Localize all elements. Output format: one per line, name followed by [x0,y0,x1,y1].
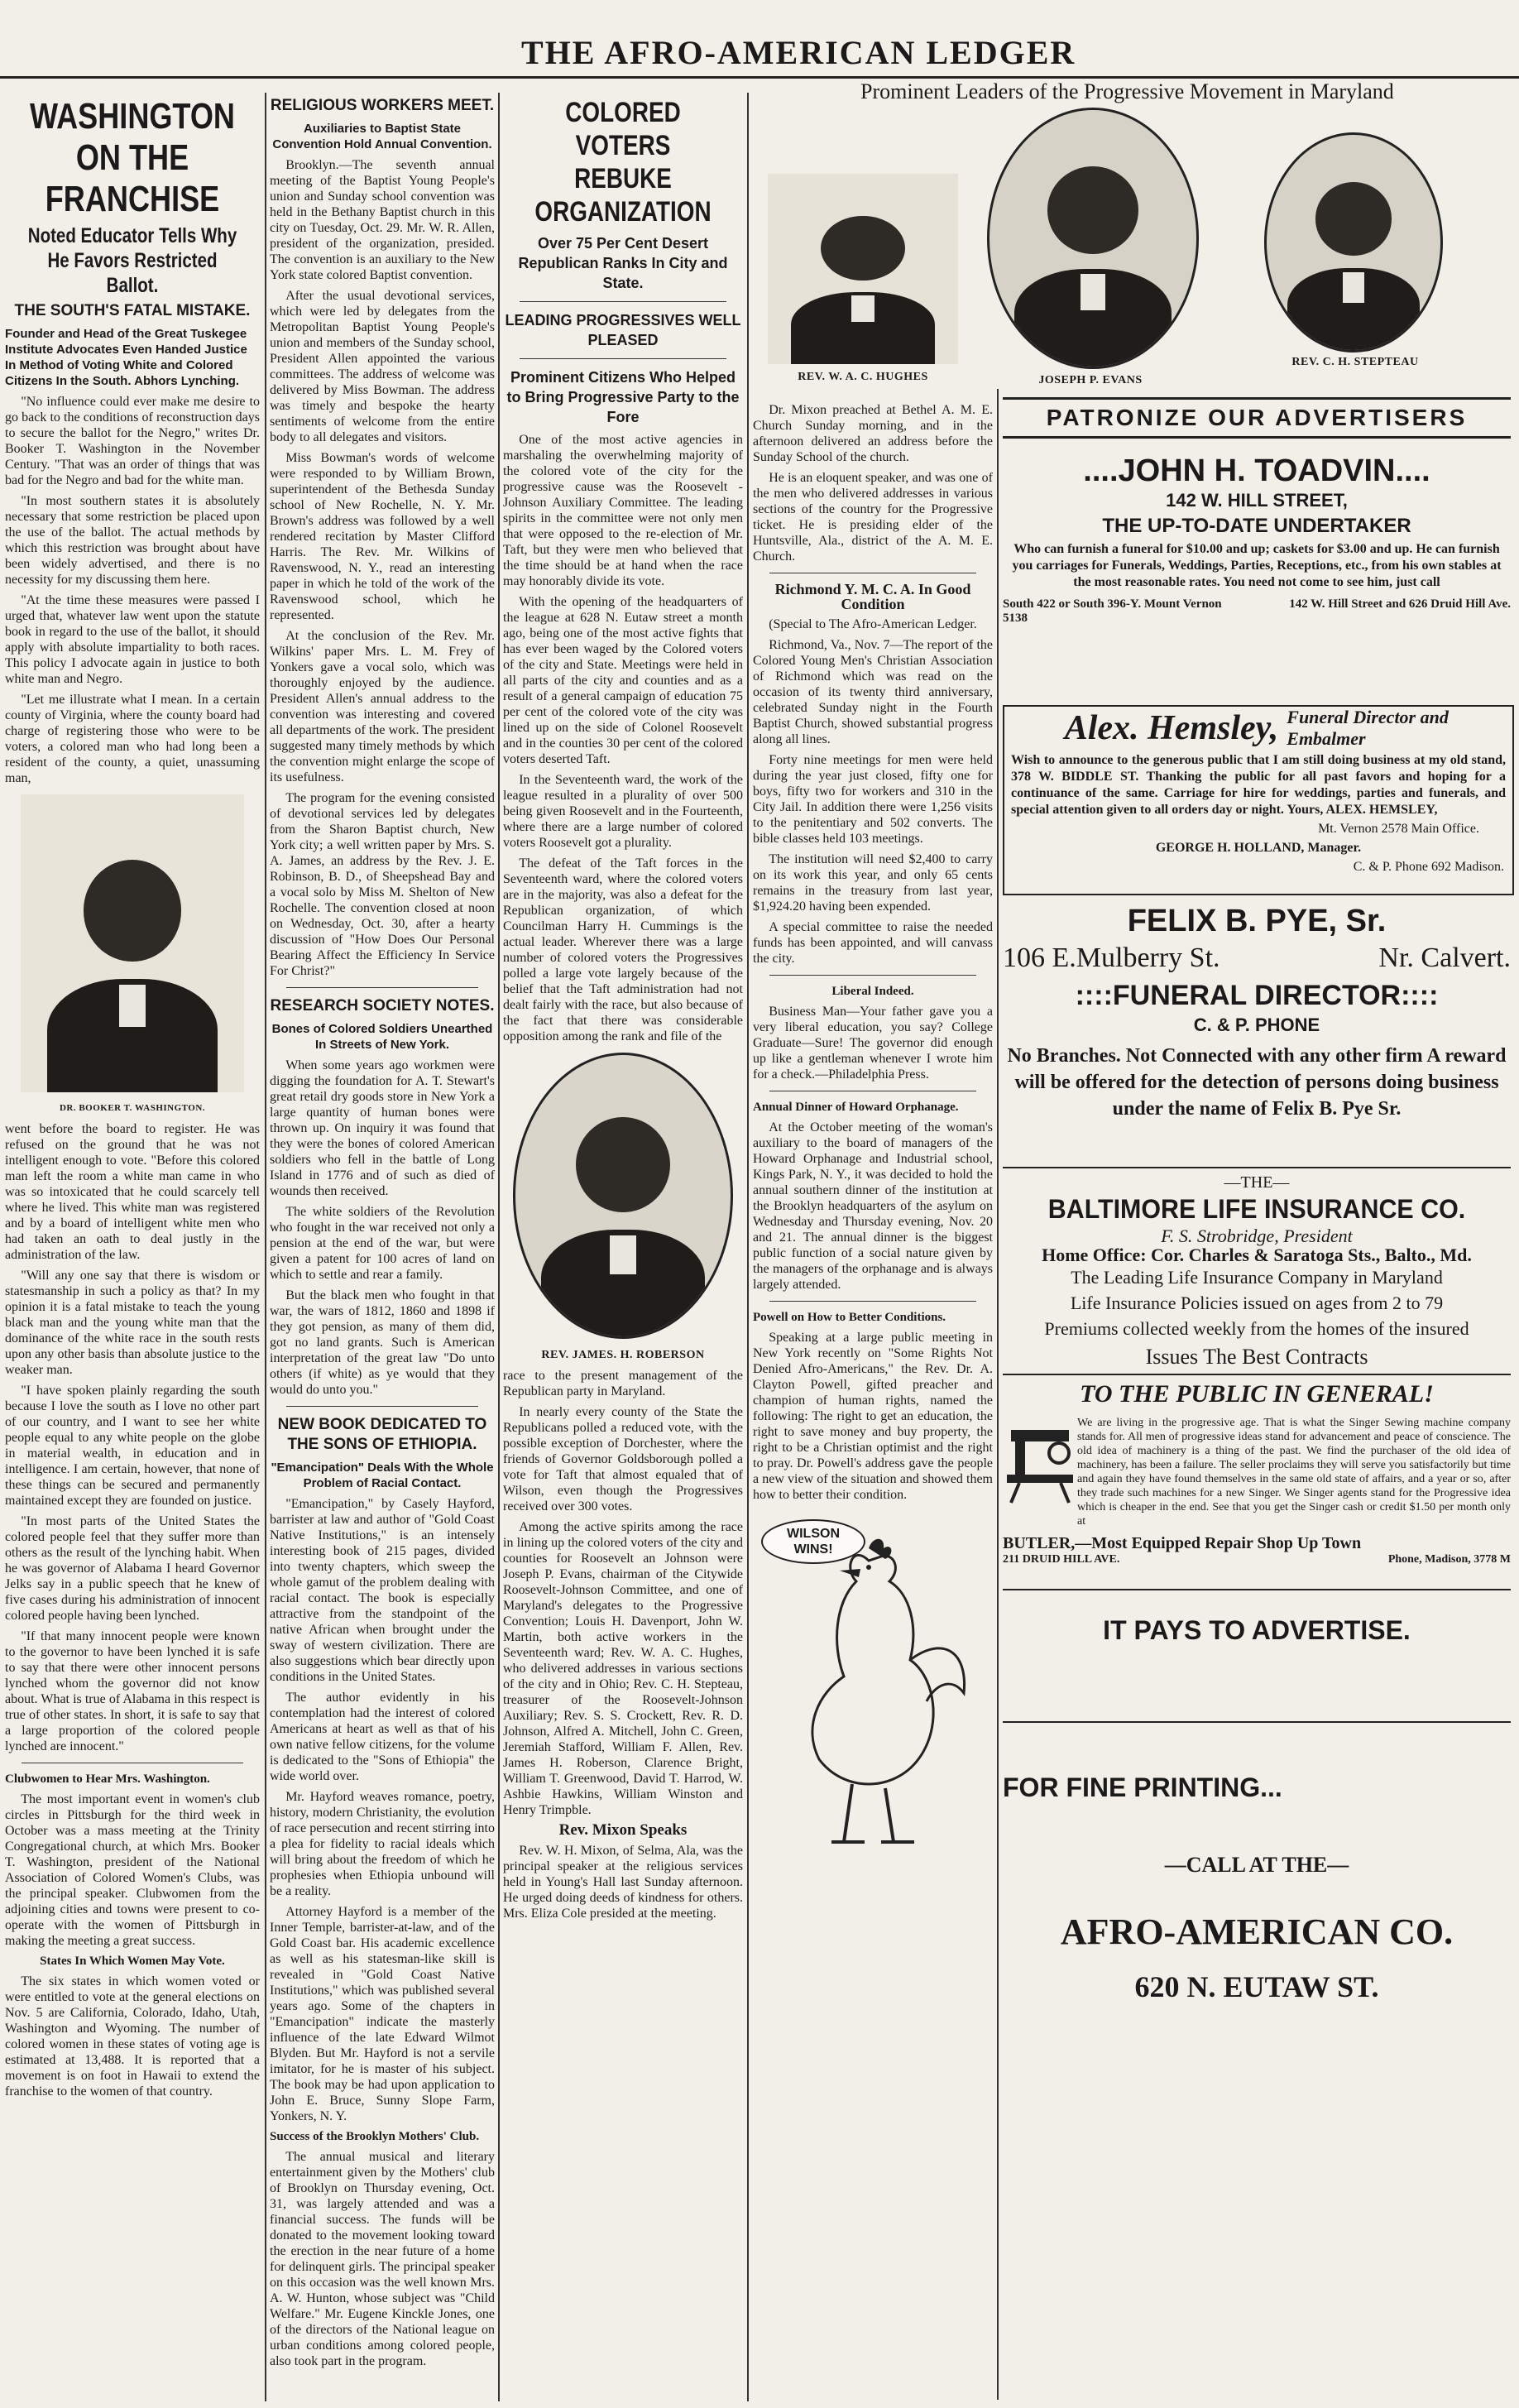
article-paragraph: Miss Bowman's words of welcome were responded to by William Brown, superintendent of the Bethesda Sunday school of New Rochelle, N. Y. Mr. Brown's address was followed by a well rendered recitation by Master Clifford Harris. The Rev. Mr. Wilkins of Ravenswood, N. Y., read an interesting paper in which he told of the work of the Ravenswood school, which he represented. [270,451,495,622]
deck-baptist: Auxiliaries to Baptist State Convention Hold Annual Convention. [272,122,492,151]
stepteau-portrait [1264,132,1443,353]
article-paragraph: The annual musical and literary entertainment given by the Mothers' club of Brooklyn on Thursday evening, Oct. 31, was largely attended and was a financial success. The funds will be donated to the movement looking toward the erection in the near future of a home for delinquent girls. The principal speaker on this occasion was the well known Mrs. A. W. Hunton, whose subject was "Child Welfare." Mr. Eugene Kinckle Jones, one of the directors of the National league on urban conditions among colored people, also took part in the program. [270,2150,495,2368]
butler-body: We are living in the progressive age. That is what the Singer Sewing machine company stands for. All men of progressive ideas stand for advancement and peace of conscience. The old idea of machinery is a thing of the past. We find the purchaser of the old idea of machinery, has been a failure. The seller proclaims they will serve you satisfactorily but time and again they have found themselves in the same old state of affairs, and a year or so, after they trade such machines for a new Singer. We Singer agents stand for the Progressive idea which is cheaper in the end. See that you get the Singer cash or credit $1.50 per month only at [1077,1417,1511,1528]
article-paragraph: Rev. W. H. Mixon, of Selma, Ala, was the principal speaker at the religious services held in Young's Hall last Sunday afternoon. He urged doing deeds of kindness for others. Mrs. Eliza Cole presided at the meeting. [503,1844,743,1921]
afro-printing-ad [1003,1721,1511,2352]
article-paragraph: A special committee to raise the needed funds has been appointed, and will canvass the city. [753,920,993,966]
article-paragraph: With the opening of the headquarters of the league at 628 N. Eutaw street a month ago, being one of the most active fights that has ever been waged by the Colored voters of the city and State. Meetings were held in all parts of the city and counties and as a result of a general campaign of education 75 per cent of the colored vote of the city was lined up on the side of Colonel Roosevelt and in the counties 30 per cent of the colored voters deserted Taft. [503,595,743,766]
headline-colored-voters: COLORED VOTERS REBUKE ORGANIZATION [534,97,712,228]
subhead-powell: Powell on How to Better Conditions. [753,1311,946,1324]
portrait-face [84,860,182,961]
hemsley-office: Mt. Vernon 2578 Main Office. [1318,822,1479,836]
article-paragraph: "I have spoken plainly regarding the south because I love the south as I love no other part of our country, and I want to see her white people equal to any white people on the globe in material wealth, in education and in intelligence. I am certain, however, that none of these things can be secured and permanently maintained except they are founded on justice. [5,1384,260,1508]
article-paragraph: "Let me illustrate what I mean. In a certain county of Virginia, where the county board had charge of registering those who were to be voters, a colored man who had long been a resident of the county, a quiet, unassuming man, [5,693,260,785]
blic-line1: The Leading Life Insurance Company in Maryland [1071,1267,1443,1288]
article-paragraph: Mr. Hayford weaves romance, poetry, history, modern Christianity, the evolution of race persecution and recent stirring into a plea for fidelity to racial ideals which will bring about the freedom of which he prophesies when Ethiopia unbound will be a reality. [270,1790,495,1898]
pye-cross-street: Nr. Calvert. [1378,943,1511,973]
article-paragraph: "If that many innocent people were known to the governor to have been lynched it is safe to say that there were other innocent persons lynched whom the governor did not know about. What is true of Alabama in this respect is true of other states. In short, it is safe to say that a large proportion of the colored people lynched are innocent." [5,1629,260,1753]
hemsley-name: Alex. Hemsley, [1064,709,1279,747]
patronize-banner [1003,397,1511,447]
blic-the: —THE— [1224,1173,1290,1192]
article-paragraph: Speaking at a large public meeting in New York recently on "Some Rights Not Denied Afro-Americans," the Rev. Dr. A. Clayton Powell, gifted preacher and champion of human rights, named the following: The right to get an education, the right to save money and buy property, the right to be a Christian optimist and the right to pray. Dr. Powell's address gave the people a new view of the situation and showed them how to better their condition. [753,1331,993,1502]
sewing-machine-icon [1003,1413,1077,1504]
printing-text: FOR FINE PRINTING... [1003,1772,1282,1802]
pye-address: 106 E.Mulberry St. [1003,943,1220,973]
butler-phone: Phone, Madison, 3778 M [1387,1553,1511,1566]
article-separator [520,301,726,302]
article-paragraph: One of the most active agencies in marshaling the overwhelming majority of the colored vote of the city for the progressive cause was the Roosevelt - Johnson Auxiliary Committee. The leading spirits in the committee were not only men that were opposed to the re-election of Mr. Taft, but they were men who believed that the time should be at hand when the race may honorably divide its vote. [503,433,743,588]
pye-body: No Branches. Not Connected with any other firm A reward will be offered for the detection of persons doing business under the name of Felix B. Pye Sr. [1007,1045,1507,1120]
blic-line4: Issues The Best Contracts [1145,1345,1368,1367]
hemsley-tagline: Funeral Director and Embalmer [1287,707,1449,749]
toadvin-body: Who can furnish a funeral for $10.00 and up; caskets for $3.00 and up. He can furnish you carriages for Funerals, Weddings, Parties, Receptions, etc., from his own stables at the most reasonable rates. You need not come to see him, just call [1012,542,1502,589]
washington-caption: DR. BOOKER T. WASHINGTON. [59,1103,206,1113]
portrait-collar [851,295,875,322]
masthead [0,28,1519,79]
column-rule [997,389,999,2400]
deck-emancipation: "Emancipation" Deals With the Whole Problem of Racial Contact. [271,1461,494,1490]
pye-phone: C. & P. PHONE [1193,1015,1320,1035]
article-paragraph: The institution will need $2,400 to carry on its work this year, and only 65 cents remains in the treasury from last year, $1,924.20 having been expended. [753,852,993,914]
stepteau-caption: REV. C. H. STEPTEAU [1291,356,1419,368]
article-paragraph: But the black men who fought in that war, the wars of 1812, 1860 and 1898 if they got pension, as many of them did, got no land grants. Such is American interpretation of the great law "Do unto others (if white) as ye would that they would do unto you." [270,1288,495,1397]
article-separator [769,975,976,976]
article-paragraph: In the Seventeenth ward, the work of the league resulted in a plurality of over 500 being given Roosevelt and in the Fourteenth, where there are a large number of colored voters Roosevelt got a plurality. [503,773,743,850]
hemsley-manager: GEORGE H. HOLLAND, Manager. [1155,841,1362,855]
butler-address: 211 DRUID HILL AVE. [1003,1553,1120,1566]
speech-bubble: WILSON WINS! [761,1519,865,1564]
photo-banner-title: Prominent Leaders of the Progressive Movement in Maryland [860,79,1394,103]
portrait-collar [1343,272,1363,302]
butler-name: BUTLER,—Most Equipped Repair Shop Up Town [1003,1534,1362,1552]
column-rule [498,93,500,2401]
pays-to-advertise [1003,1589,1511,1706]
subhead-howard-orphanage: Annual Dinner of Howard Orphanage. [753,1101,959,1114]
article-paragraph: Attorney Hayford is a member of the Inner Temple, barrister-at-law, and of the Gold Coast bar. His academic excellence as well as his statesman-like skill is revealed in "Gold Coast Native Institutions," which was published several years ago. Some of the chapters in "Emancipation" indicate the masterly influence of the late Edward Wilmot Blyden. But Mr. Hayford is not a servile imitator, for he is master of his subject. The book may be had upon application to John E. Bruce, Sunny Slope Farm, Yonkers, N. Y. [270,1905,495,2123]
article-paragraph: "In most parts of the United States the colored people feel that they suffer more than others as the result of the lynching habit. When he was governor of Alabama I heard Governor Jelks say in a public speech that he knew of five cases during his administration of innocent colored people having been lynched. [5,1514,260,1623]
portrait-collar [1081,274,1105,309]
deck-tuskegee: Founder and Head of the Great Tuskegee Institute Advocates Even Handed Justice In Method of Voting White and Colored Citizens In the South. Abhors Lynching. [5,327,247,388]
article-paragraph: Among the active spirits among the race in lining up the colored voters of the city and counties for Roosevelt an Johnson were Joseph P. Evans, chairman of the Citywide Roosevelt-Johnson Committee, and one of Maryland's delegates to the Progressive Convention; Louis H. Davenport, John W. Martin, both active workers in the Seventeenth ward; Rev. W. A. C. Hughes, who delivered addresses in various sections of the city and in Ohio; Rev. C. H. Stepteau, treasurer of the Roosevelt-Johnson Auxiliary; Rev. S. S. Crockett, Rev. R. D. Johnson, Alfred A. Mitchell, John C. Green, Jeremiah Stafford, William F. Allen, Rev. James H. Roberson, Clarence Bright, William T. Greenwood, David T. Harrod, W. Ashbie Hawkins, William Winston and Henry Trimpble. [503,1520,743,1817]
afro-address: 620 N. EUTAW ST. [1134,1970,1379,2003]
column-rule [265,93,266,2401]
article-paragraph: He is an eloquent speaker, and was one of the men who delivered addresses in various sections of the country for the Progressive ticket. He is presiding elder of the Huntsville, Ala., district of the A. M. E. Church. [753,471,993,564]
pye-title: ::::FUNERAL DIRECTOR:::: [1075,980,1439,1011]
baltimore-life-ad [1003,1167,1511,1367]
subhead-fatal-mistake: THE SOUTH'S FATAL MISTAKE. [14,302,251,319]
article-paragraph: (Special to The Afro-American Ledger. [769,617,977,631]
column-mixon-ymca [753,397,993,2391]
column-religious [270,93,495,2401]
washington-portrait [21,794,244,1092]
hughes-caption: REV. W. A. C. HUGHES [798,371,928,383]
article-paragraph: Forty nine meetings for men were held during the year just closed, fifty one for boys, fifty two for workers and 310 in the City Jail. In addition there were 1,256 visits to the penitentiary and 502 converts. The bible classes held 103 meetings. [753,753,993,846]
article-separator [286,987,478,988]
column-colored-voters [503,93,743,2401]
hemsley-ad [1003,705,1514,895]
blic-line3: Premiums collected weekly from the homes of the insured [1044,1318,1469,1339]
deck-progressives-pleased: LEADING PROGRESSIVES WELL PLEASED [505,312,741,348]
toadvin-ad [1003,452,1511,700]
deck-desert-republican: Over 75 Per Cent Desert Republican Ranks In City and State. [518,235,728,291]
photo-banner [751,108,1514,389]
rooster-cartoon [753,1511,993,1875]
evans-portrait [987,108,1199,369]
article-paragraph: "At the time these measures were passed I urged that, whatever law went upon the statute book in regard to the use of the ballot, it should apply with absolute impartiality to both races. This policy I advocate again in justice to both white man and Negro. [5,593,260,686]
article-paragraph: race to the present management of the Republican party in Maryland. [503,1369,743,1398]
subhead-mixon: Rev. Mixon Speaks [558,1821,688,1839]
column-rule [747,93,749,2401]
butler-singer-ad [1003,1374,1511,1574]
pays-text: IT PAYS TO ADVERTISE. [1103,1615,1411,1645]
article-paragraph: After the usual devotional services, which were led by delegates from the Metropolitan Baptist Young People's union and members of the Sunday school, President Allen appointed the various committees. The address of welcome was delivered by Miss Bowman. The address was timely and bespoke the hearty sentiments of welcome from the entire body to all delegates and visitors. [270,289,495,444]
article-paragraph: Brooklyn.—The seventh annual meeting of the Baptist Young People's union and Sunday school convention was held in the Bethany Baptist church in this city on Tuesday, Oct. 29. Mr. W. R. Allen, president of the organization, presided. The convention is an auxiliary to the New York state colored Baptist convention. [270,158,495,282]
blic-president: F. S. Strobridge, President [1161,1226,1353,1246]
article-paragraph: The program for the evening consisted of devotional services led by delegates from the Sharon Baptist church, New York city; a well written paper by Mrs. S. A. James, an address by the Rev. J. E. Robinson, B. D., of Sheepshead Bay and a vocal solo by Miss M. Shelton of New Rochelle. The convention closed at noon on Wednesday, Oct. 30, after a hearty discussion of "How Does Our Personal Bearing Affect the Efficiency In Service For Christ?" [270,791,495,978]
portrait-collar [119,985,146,1026]
article-paragraph: "No influence could ever make me desire to go back to the conditions of reconstruction days to secure the ballot for the Negro," writes Dr. Booker T. Washington in the November Century. "That was an order of things that was bad for the Negro and bad for the white man. [5,395,260,487]
rooster-icon [753,1511,985,1859]
evans-caption: JOSEPH P. EVANS [1038,374,1143,386]
article-paragraph: Business Man—Your father gave you a very liberal education, you say? College Graduate—Sure! The governor did enough up like a gentleman whenever I wrote him for a check.—Philadelphia Press. [753,1005,993,1082]
article-separator [769,1301,976,1302]
article-paragraph: Dr. Mixon preached at Bethel A. M. E. Church Sunday morning, and in the afternoon delivered an address before the Sunday School of the church. [753,403,993,464]
portrait-collar [610,1235,635,1275]
hemsley-phone: C. & P. Phone 692 Madison. [1353,860,1504,874]
subhead-mothers-club: Success of the Brooklyn Mothers' Club. [270,2130,480,2143]
article-paragraph: At the conclusion of the Rev. Mr. Wilkins' paper Mrs. L. M. Frey of Yonkers gave a vocal solo, which was thoroughly enjoyed by the audience. President Allen's annual address to the convention was interesting and covered all departments of the work. The president suggested many timely methods by which the convention might enlarge the scope of its usefulness. [270,629,495,784]
blic-line2: Life Insurance Policies issued on ages from 2 to 79 [1070,1293,1444,1313]
article-paragraph: "In most southern states it is absolutely necessary that some restriction be placed upon the use of the ballot. The actual methods by which this restriction was brought about have been widely advertised, and there is no necessity for my discussing them here. [5,494,260,587]
blic-name: BALTIMORE LIFE INSURANCE CO. [1047,1194,1466,1224]
portrait-face [821,216,904,281]
article-paragraph: "Will any one say that there is wisdom or statesmanship in such a policy as that? In my opinion it is a fatal mistake to teach the young black man and the young white man that the dominance of the white race in the south rests upon any other basis than absolute justice to the weaker man. [5,1269,260,1377]
article-paragraph: The defeat of the Taft forces in the Seventeenth ward, where the colored voters are in the majority, was also a defeat for the Republican organization, of which Councilman Harry H. Cummings is the actual leader. Wherever there was a large number of colored voters the Progressives polled a large vote largely because of the belief that the Taft administration had not dealt fairly with the race, but also because of the fact that there was considerable opposition among the rank and file of the [503,856,743,1043]
call-at-text: —CALL AT THE— [1164,1853,1349,1877]
deck-bones: Bones of Colored Soldiers Unearthed In Streets of New York. [271,1022,493,1052]
subhead-richmond-ymca: Richmond Y. M. C. A. In Good Condition [774,581,971,612]
portrait-face [1315,182,1392,255]
roberson-portrait [513,1053,733,1339]
afro-company-name: AFRO-AMERICAN CO. [1060,1912,1454,1952]
roberson-caption: REV. JAMES. H. ROBERSON [541,1349,705,1361]
hemsley-body: Wish to announce to the generous public that I am still doing business at my old stand, 378 W. BIDDLE ST. Thanking the public for all past favors and hoping for a continuance of the same. Carriage for hire for weddings, parties and funerals, and special attention given to all orders day or night. Yours, ALEX. HEMSLEY, [1011,753,1506,817]
article-paragraph: In nearly every county of the State the Republicans polled a reduced vote, with the possible exception of Dorchester, where the friends of Governor Goldsborough polled a vote for Taft that almost equaled that of Wilson, even though the Progressives received over 300 votes. [503,1405,743,1513]
article-paragraph: Richmond, Va., Nov. 7—The report of the Colored Young Men's Christian Association of Richmond which was read on the occasion of its twenty third anniversary, celebrated Sunday night in the Fourth Baptist Church, showed substantial progress along all lines. [753,638,993,746]
headline-research-society: RESEARCH SOCIETY NOTES. [270,997,495,1015]
article-paragraph: The most important event in women's club circles in Pittsburgh for the third week in October was a mass meeting at the Trinity Congregational church, at which Mrs. Booker T. Washington, president of the National Association of Colored Women's Clubs, was the principal speaker. Clubwomen from the adjoining cities and towns were present to co-operate with the women of Pittsburgh in making the meeting a great success. [5,1792,260,1948]
pye-address-row [1003,940,1511,976]
article-paragraph: The white soldiers of the Revolution who fought in the war received not only a pension at the end of the war, but were given a patent for 100 acres of land on which to settle and rear a family. [270,1205,495,1282]
article-paragraph: At the October meeting of the woman's auxiliary to the board of managers of the Howard Orphanage and Industrial school, Kings Park, N. Y., it was decided to hold the annual southern dinner of the institution at the Brooklyn headquarters of the asylum on Wednesday and Thursday evening, Nov. 20 and 21. The annual dinner is the biggest public function of a social nature given by the managers of the orphanage and is always largely attended. [753,1120,993,1292]
newspaper-title: THE AFRO-AMERICAN LEDGER [521,34,1076,71]
headline-washington: WASHINGTON ON THE FRANCHISE [30,96,235,219]
butler-headline: TO THE PUBLIC IN GENERAL! [1080,1380,1434,1408]
portrait-face [576,1117,670,1213]
column-washington [5,93,260,2401]
portrait-face [1047,166,1138,253]
toadvin-name: ....JOHN H. TOADVIN.... [1083,453,1430,488]
article-paragraph: The six states in which women voted or were entitled to vote at the general elections on Nov. 5 are California, Colorado, Idaho, Utah, Washington and Wyoming. The number of colored women in these states of voting age is estimated at 13,488. It is reported that a movement is on foot in Hawaii to extend the franchise to the women of that country. [5,1974,260,2099]
patronize-text: PATRONIZE OUR ADVERTISERS [1003,397,1511,439]
headline-religious-workers: RELIGIOUS WORKERS MEET. [270,97,495,114]
toadvin-phones: South 422 or South 396-Y. Mount Vernon 5138 [1003,597,1222,625]
deck-prominent-citizens: Prominent Citizens Who Helped to Bring Progressive Party to the Fore [506,369,740,425]
toadvin-locations: 142 W. Hill Street and 626 Druid Hill Ave. [1289,597,1511,611]
subhead-liberal-indeed: Liberal Indeed. [831,985,914,998]
article-paragraph: "Emancipation," by Casely Hayford, barrister at law and author of "Gold Coast Native Institutions," is an intensely interesting book of 215 pages, divided into twenty chapters, which sweep the whole gamut of the problem dealing with racial contact. The book is especially attractive from the standpoint of the native African when brought under the sway of western civilization. There are also suggestions which bear directly upon conditions in the United States. [270,1497,495,1684]
article-paragraph: When some years ago workmen were digging the foundation for A. T. Stewart's great retail dry goods store in New York a large quantity of human bones were thrown up. On inquiry it was found that they were the bones of colored American soldiers who fell in the battle of Long Island in 1776 and of such as died of wounds then received. [270,1058,495,1198]
blic-office: Home Office: Cor. Charles & Saratoga Sts., Balto., Md. [1042,1245,1472,1265]
toadvin-tagline: THE UP-TO-DATE UNDERTAKER [1102,515,1411,537]
toadvin-address: 142 W. HILL STREET, [1166,490,1348,511]
article-paragraph: went before the board to register. He was refused on the ground that he was not intelligent enough to vote. "Before this colored man left the room a white man came in who was so intoxicated that he could scarcely tell where he lived. This white man was registered and by a board of intelligent white men who had taken an oath to deal justly in the administration of the law. [5,1122,260,1262]
article-separator [286,1406,478,1407]
subhead-restricted-ballot: Noted Educator Tells Why He Favors Restricted Ballot. [27,224,237,297]
pye-name: FELIX B. PYE, Sr. [1127,904,1387,938]
pye-ad [1003,902,1511,1150]
article-separator [520,358,726,359]
article-paragraph: The author evidently in his contemplation had the interest of colored Americans at heart as well as that of his own native fellow citizens, for the volume is dedicated to the "Sons of Ethiopia" the wide world over. [270,1691,495,1783]
hughes-portrait [768,174,958,364]
headline-new-book: NEW BOOK DEDICATED TO THE SONS OF ETHIOPIA. [277,1416,487,1453]
subhead-clubwomen: Clubwomen to Hear Mrs. Washington. [5,1772,210,1786]
subhead-states-women-vote: States In Which Women May Vote. [40,1955,225,1968]
